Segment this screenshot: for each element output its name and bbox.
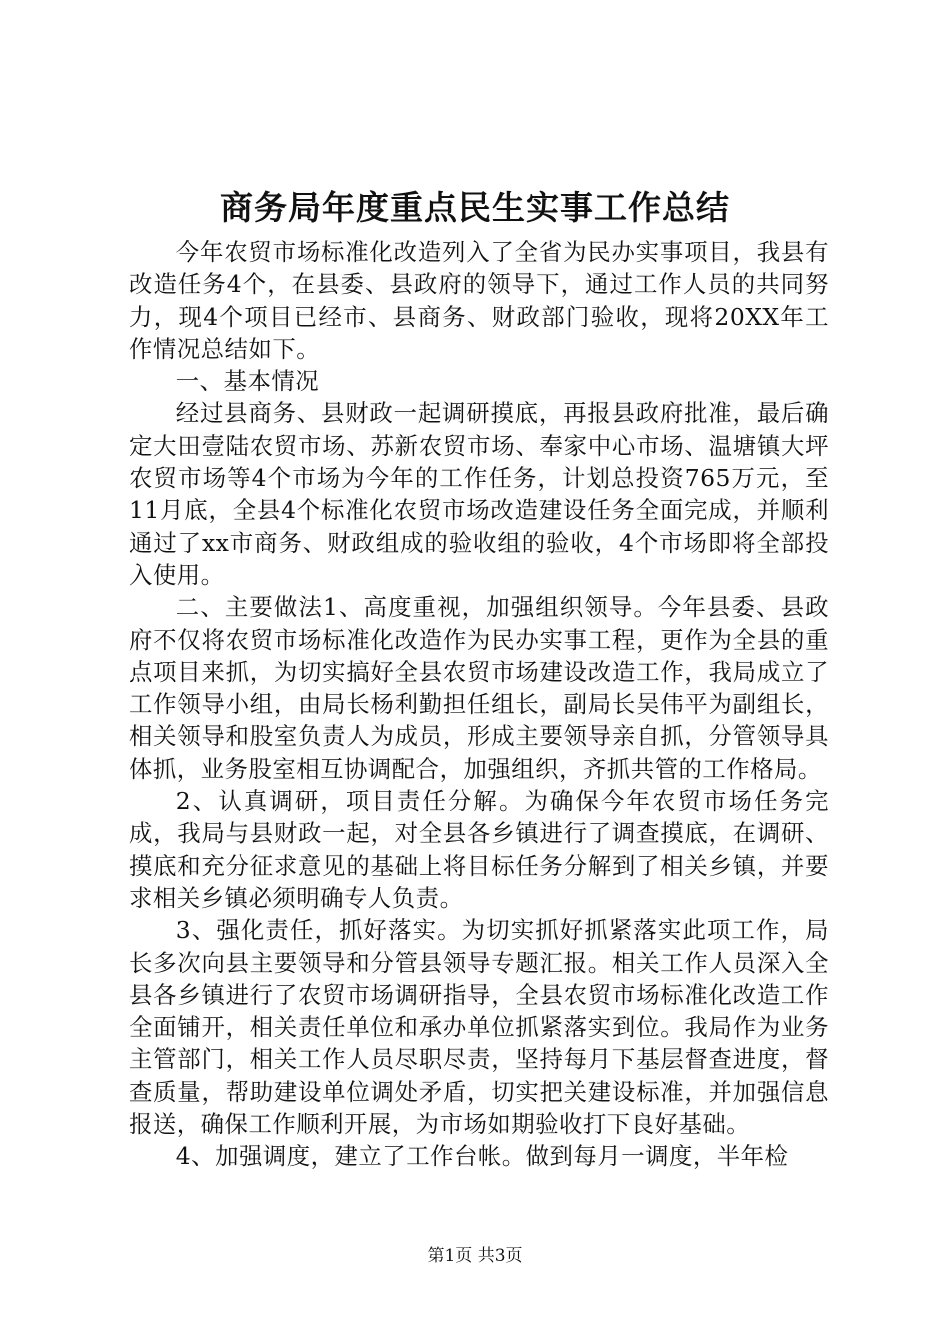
paragraph-item-4: 4、加强调度，建立了工作台帐。做到每月一调度，半年检 [175,1142,789,1171]
document-body [129,236,829,1173]
paragraph-main-practices: 二、主要做法1、高度重视，加强组织领导。今年县委、县政府不仅将农贸市场标准化改造作为民办实事工程，更作为全县的重点项目来抓，为切实搞好全县农贸市场建设改造工作，我局成立了工作领导小组，由局长杨利勤担任组长，副局长吴伟平为副组长，相关领导和股室负责人为成员，形成主要领导亲自抓，分管领导具体抓，业务股室相互协调配合，加强组织，齐抓共管的工作格局。 [129,593,829,783]
paragraph-intro: 今年农贸市场标准化改造列入了全省为民办实事项目，我县有改造任务4个，在县委、县政府的领导下，通过工作人员的共同努力，现4个项目已经市、县商务、财政部门验收，现将20XX年工作情况总结如下。 [129,238,829,363]
section-heading-basic-situation: 一、基本情况 [175,367,320,396]
page-number: 第1页 共3页 [427,1246,523,1266]
paragraph-basic-situation: 经过县商务、县财政一起调研摸底，再报县政府批准，最后确定大田壹陆农贸市场、苏新农贸市场、奉家中心市场、温塘镇大坪农贸市场等4个市场为今年的工作任务，计划总投资765万元，至11月底，全县4个标准化农贸市场改造建设任务全面完成，并顺利通过了xx市商务、财政组成的验收组的验收，4个市场即将全部投入使用。 [129,399,829,589]
paragraph-item-2: 2、认真调研，项目责任分解。为确保今年农贸市场任务完成，我局与县财政一起，对全县各乡镇进行了调查摸底，在调研、摸底和充分征求意见的基础上将目标任务分解到了相关乡镇，并要求相关乡镇必须明确专人负责。 [129,787,829,912]
document-title: 商务局年度重点民生实事工作总结 [220,188,730,227]
paragraph-item-3: 3、强化责任，抓好落实。为切实抓好抓紧落实此项工作，局长多次向县主要领导和分管县领导专题汇报。相关工作人员深入全县各乡镇进行了农贸市场调研指导，全县农贸市场标准化改造工作全面铺开，相关责任单位和承办单位抓紧落实到位。我局作为业务主管部门，相关工作人员尽职尽责，坚持每月下基层督查进度，督查质量，帮助建设单位调处矛盾，切实把关建设标准，并加强信息报送，确保工作顺利开展，为市场如期验收打下良好基础。 [129,916,829,1139]
